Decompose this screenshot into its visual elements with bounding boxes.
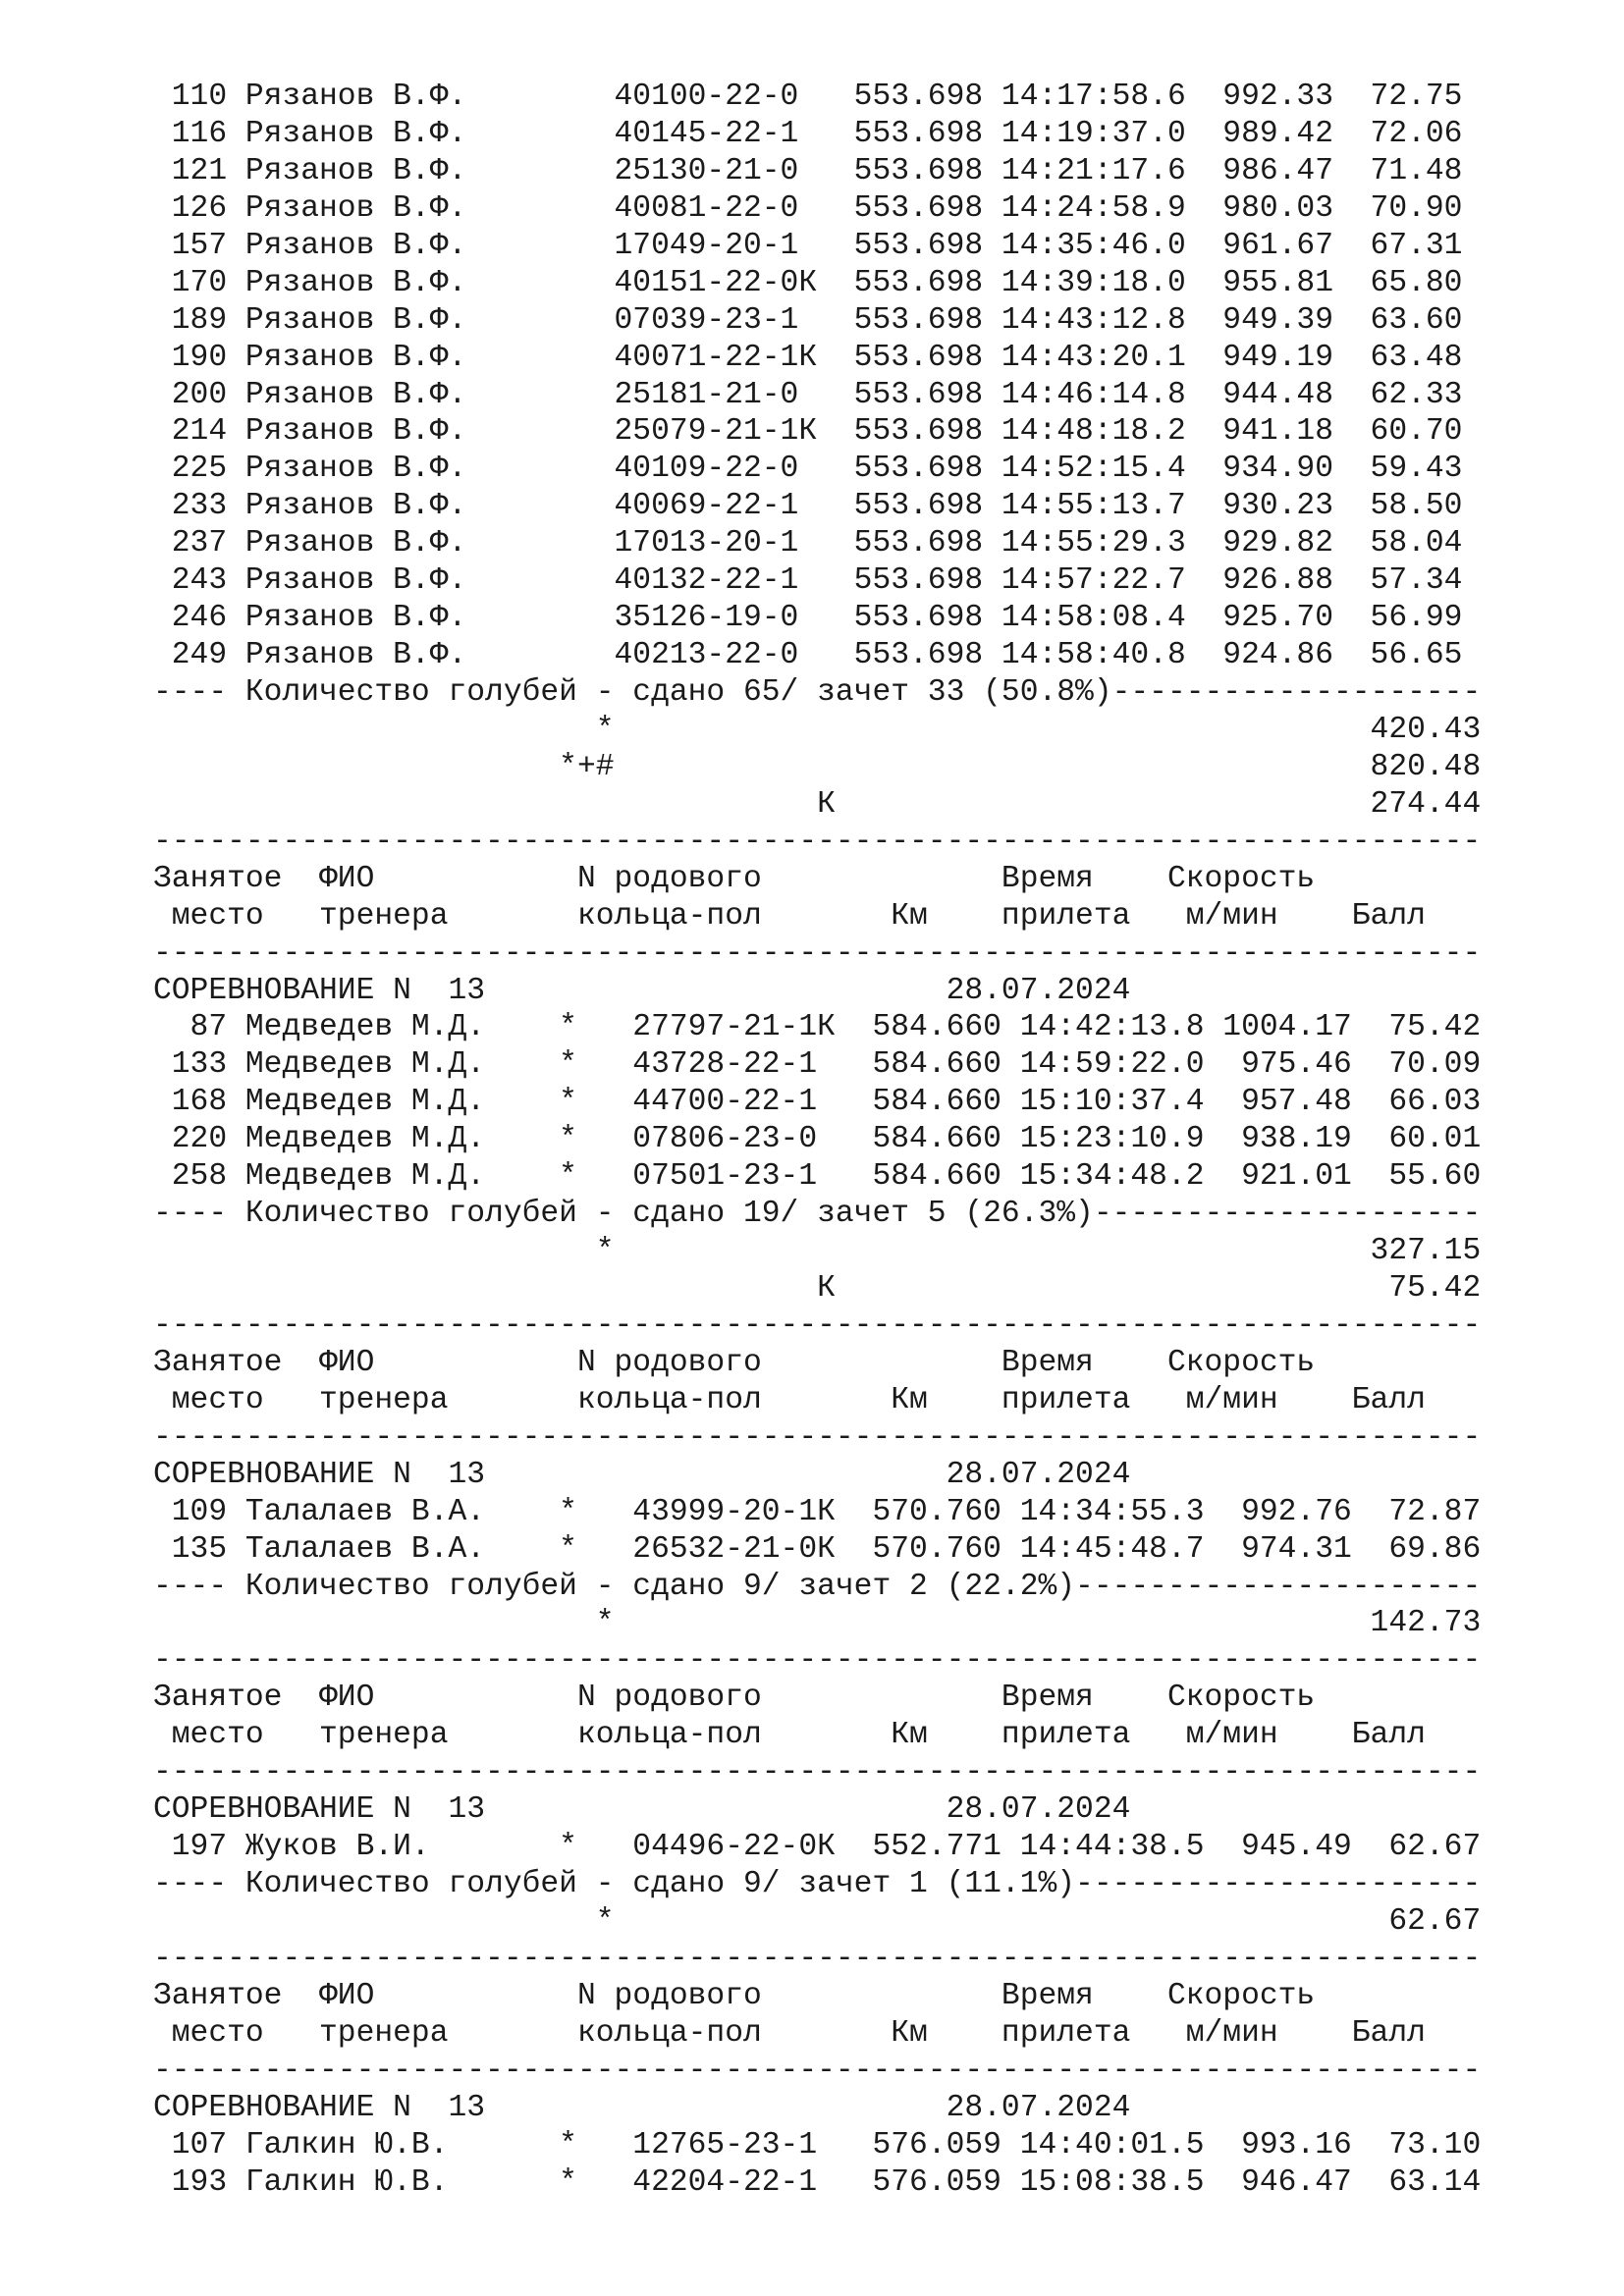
result-row: 170 Рязанов В.Ф. 40151-22-0К 553.698 14:39:18.0 955.81 65.80 xyxy=(153,265,1463,300)
result-row: 249 Рязанов В.Ф. 40213-22-0 553.698 14:58:40.8 924.86 56.65 xyxy=(153,638,1463,673)
separator-line: ------------------------------------------------------------------------ xyxy=(153,1419,1482,1455)
competition-heading: СОРЕВНОВАНИЕ N 13 28.07.2024 xyxy=(153,973,1131,1008)
subtotal-row: * 142.73 xyxy=(153,1606,1482,1641)
column-header: место тренера кольца-пол Км прилета м/мин Балл xyxy=(153,2015,1426,2051)
result-row: 126 Рязанов В.Ф. 40081-22-0 553.698 14:24:58.9 980.03 70.90 xyxy=(153,190,1463,226)
separator-line: ------------------------------------------------------------------------ xyxy=(153,1308,1482,1343)
subtotal-row: К 75.42 xyxy=(153,1271,1482,1306)
column-header: Занятое ФИО N родового Время Скорость xyxy=(153,1681,1316,1716)
result-row: 193 Галкин Ю.В. * 42204-22-1 576.059 15:08:38.5 946.47 63.14 xyxy=(153,2164,1482,2200)
separator-line: ------------------------------------------------------------------------ xyxy=(153,1755,1482,1790)
competition-heading: СОРЕВНОВАНИЕ N 13 28.07.2024 xyxy=(153,1457,1131,1492)
subtotal-row: К 274.44 xyxy=(153,786,1482,822)
result-row: 190 Рязанов В.Ф. 40071-22-1К 553.698 14:43:20.1 949.19 63.48 xyxy=(153,340,1463,375)
separator-line: ------------------------------------------------------------------------ xyxy=(153,2053,1482,2088)
result-row: 133 Медведев М.Д. * 43728-22-1 584.660 14:59:22.0 975.46 70.09 xyxy=(153,1047,1482,1083)
separator-line: ------------------------------------------------------------------------ xyxy=(153,935,1482,971)
column-header: Занятое ФИО N родового Время Скорость xyxy=(153,1345,1316,1380)
result-row: 243 Рязанов В.Ф. 40132-22-1 553.698 14:57:22.7 926.88 57.34 xyxy=(153,563,1463,599)
separator-line: ------------------------------------------------------------------------ xyxy=(153,1941,1482,1976)
section-summary: ---- Количество голубей - сдано 9/ зачет 1 (11.1%)---------------------- xyxy=(153,1867,1482,1901)
result-row: 197 Жуков В.И. * 04496-22-0К 552.771 14:44:38.5 945.49 62.67 xyxy=(153,1830,1482,1865)
result-row: 225 Рязанов В.Ф. 40109-22-0 553.698 14:52:15.4 934.90 59.43 xyxy=(153,452,1463,487)
printout-page xyxy=(153,79,1481,2201)
result-row: 121 Рязанов В.Ф. 25130-21-0 553.698 14:21:17.6 986.47 71.48 xyxy=(153,153,1463,188)
result-row: 233 Рязанов В.Ф. 40069-22-1 553.698 14:55:13.7 930.23 58.50 xyxy=(153,489,1463,524)
subtotal-row: * 420.43 xyxy=(153,712,1482,747)
result-row: 110 Рязанов В.Ф. 40100-22-0 553.698 14:17:58.6 992.33 72.75 xyxy=(153,80,1463,114)
separator-line: ------------------------------------------------------------------------ xyxy=(153,824,1482,859)
column-header: место тренера кольца-пол Км прилета м/мин Балл xyxy=(153,898,1426,934)
competition-heading: СОРЕВНОВАНИЕ N 13 28.07.2024 xyxy=(153,1792,1131,1828)
result-row: 220 Медведев М.Д. * 07806-23-0 584.660 15:23:10.9 938.19 60.01 xyxy=(153,1122,1482,1157)
subtotal-row: * 327.15 xyxy=(153,1234,1482,1269)
result-row: 116 Рязанов В.Ф. 40145-22-1 553.698 14:19:37.0 989.42 72.06 xyxy=(153,116,1463,151)
result-row: 109 Талалаев В.А. * 43999-20-1К 570.760 14:34:55.3 992.76 72.87 xyxy=(153,1494,1482,1529)
result-row: 214 Рязанов В.Ф. 25079-21-1К 553.698 14:48:18.2 941.18 60.70 xyxy=(153,414,1463,450)
result-row: 87 Медведев М.Д. * 27797-21-1К 584.660 14:42:13.8 1004.17 75.42 xyxy=(153,1010,1482,1045)
subtotal-row: *+# 820.48 xyxy=(153,749,1482,784)
column-header: Занятое ФИО N родового Время Скорость xyxy=(153,861,1316,896)
section-summary: ---- Количество голубей - сдано 9/ зачет 2 (22.2%)---------------------- xyxy=(153,1569,1482,1604)
result-row: 246 Рязанов В.Ф. 35126-19-0 553.698 14:58:08.4 925.70 56.99 xyxy=(153,601,1463,636)
column-header: место тренера кольца-пол Км прилета м/мин Балл xyxy=(153,1718,1426,1753)
column-header: место тренера кольца-пол Км прилета м/мин Балл xyxy=(153,1382,1426,1417)
result-row: 189 Рязанов В.Ф. 07039-23-1 553.698 14:43:12.8 949.39 63.60 xyxy=(153,302,1463,338)
section-summary: ---- Количество голубей - сдано 65/ зачет 33 (50.8%)-------------------- xyxy=(153,675,1482,710)
result-row: 107 Галкин Ю.В. * 12765-23-1 576.059 14:40:01.5 993.16 73.10 xyxy=(153,2127,1482,2163)
separator-line: ------------------------------------------------------------------------ xyxy=(153,1643,1482,1679)
result-row: 237 Рязанов В.Ф. 17013-20-1 553.698 14:55:29.3 929.82 58.04 xyxy=(153,526,1463,561)
result-row: 200 Рязанов В.Ф. 25181-21-0 553.698 14:46:14.8 944.48 62.33 xyxy=(153,377,1463,412)
result-row: 135 Талалаев В.А. * 26532-21-0К 570.760 14:45:48.7 974.31 69.86 xyxy=(153,1531,1482,1567)
competition-heading: СОРЕВНОВАНИЕ N 13 28.07.2024 xyxy=(153,2090,1131,2125)
result-row: 157 Рязанов В.Ф. 17049-20-1 553.698 14:35:46.0 961.67 67.31 xyxy=(153,228,1463,263)
result-row: 258 Медведев М.Д. * 07501-23-1 584.660 15:34:48.2 921.01 55.60 xyxy=(153,1159,1482,1195)
result-row: 168 Медведев М.Д. * 44700-22-1 584.660 15:10:37.4 957.48 66.03 xyxy=(153,1085,1482,1120)
column-header: Занятое ФИО N родового Время Скорость xyxy=(153,1978,1316,2013)
subtotal-row: * 62.67 xyxy=(153,1903,1482,1939)
section-summary: ---- Количество голубей - сдано 19/ зачет 5 (26.3%)--------------------- xyxy=(153,1197,1482,1232)
